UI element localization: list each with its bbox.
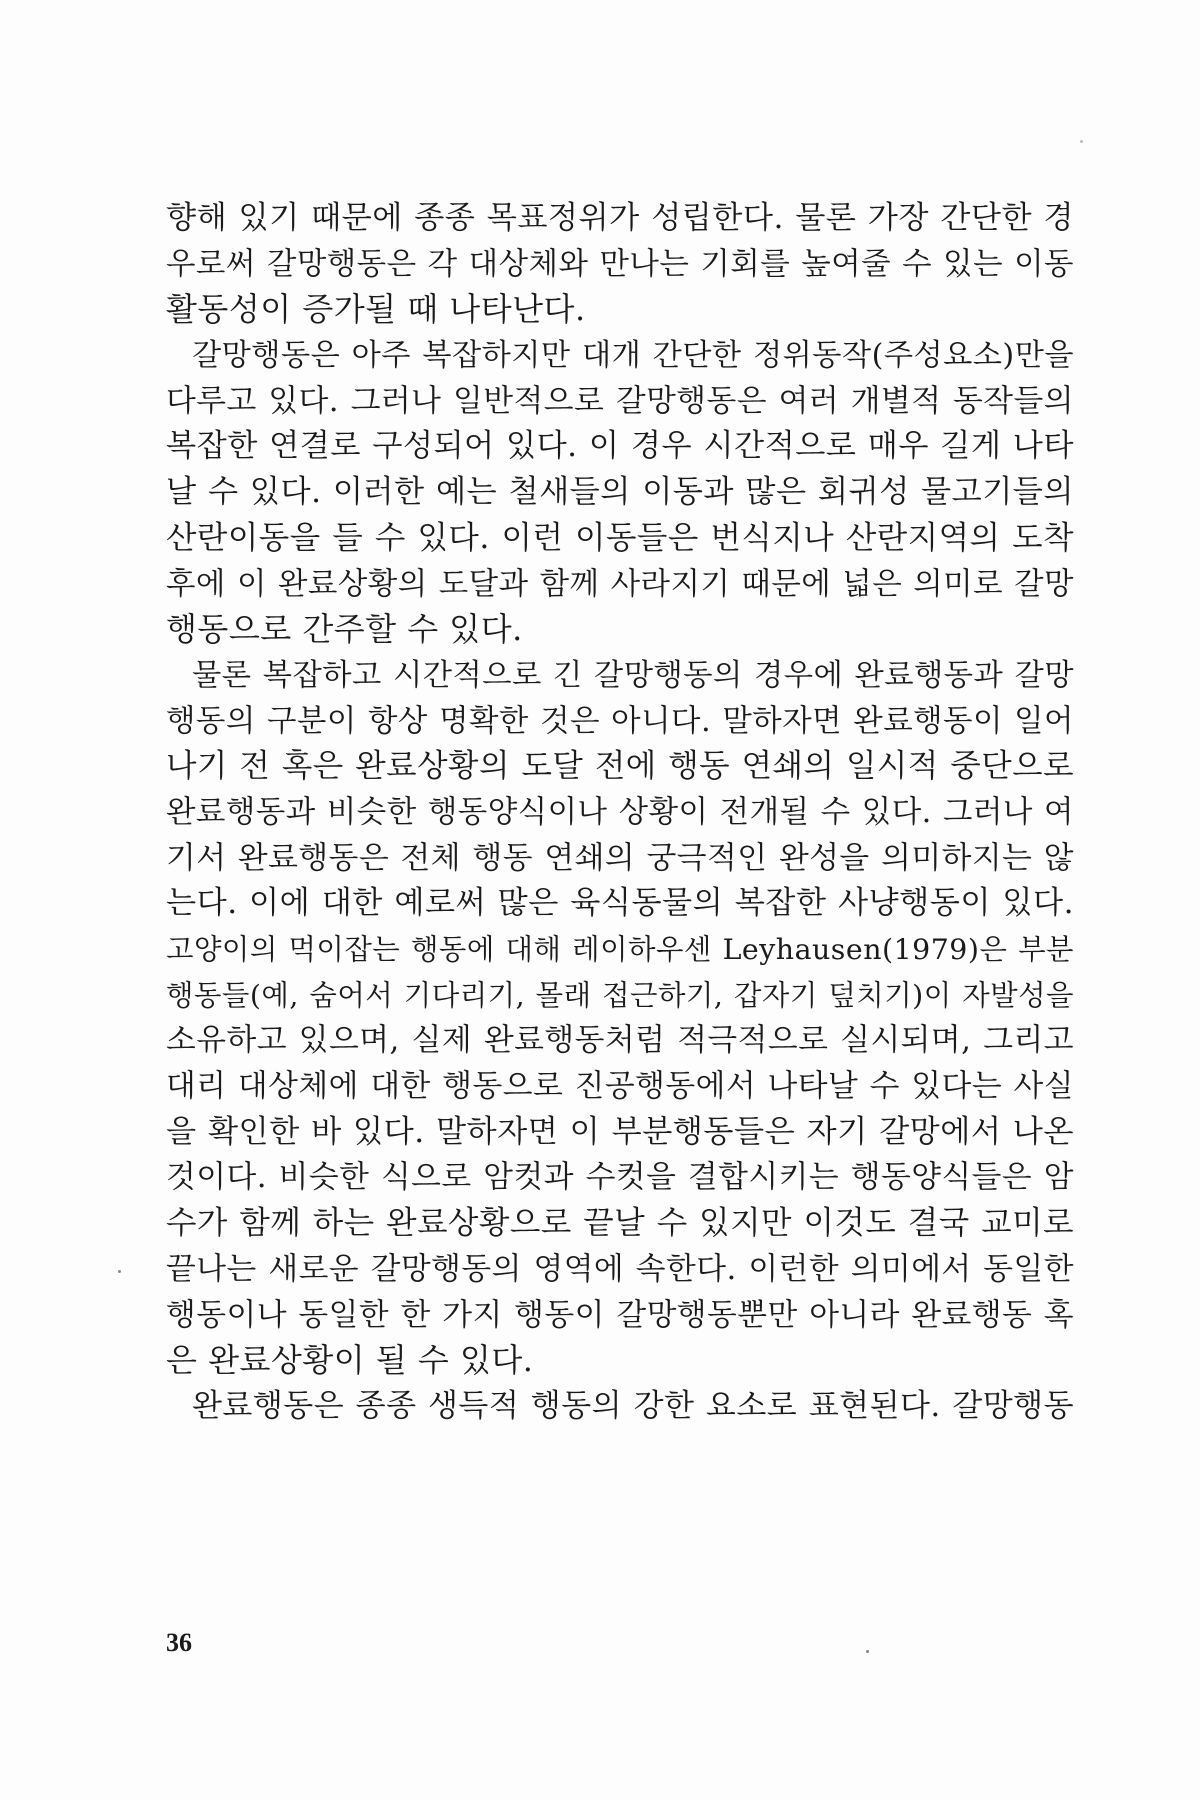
body-text — [166, 196, 1074, 1430]
text-line: 소유하고 있으며, 실제 완료행동처럼 적극적으로 실시되며, 그리고 — [166, 1022, 1074, 1059]
paragraph — [166, 1384, 1074, 1430]
page-number: 36 — [166, 1628, 192, 1657]
scan-speck — [118, 1270, 121, 1273]
scan-speck — [1080, 140, 1083, 143]
text-line: 대리 대상체에 대한 행동으로 진공행동에서 나타날 수 있다는 사실 — [166, 1068, 1074, 1105]
paragraph — [166, 653, 1074, 1384]
text-line: 산란이동을 들 수 있다. 이런 이동들은 번식지나 산란지역의 도착 — [166, 519, 1074, 556]
text-line: 우로써 갈망행동은 각 대상체와 만나는 기회를 높여줄 수 있는 이동 — [166, 246, 1074, 282]
paragraph — [166, 196, 1074, 333]
text-line: 수가 함께 하는 완료상황으로 끝날 수 있지만 이것도 결국 교미로 — [166, 1205, 1074, 1242]
text-line: 고양이의 먹이잡는 행동에 대해 레이하우센 Leyhausen(1979)은 부분 — [166, 933, 1074, 966]
text-line: 기서 완료행동은 전체 행동 연쇄의 궁극적인 완성을 의미하지는 않 — [166, 839, 1074, 876]
text-line: 물론 복잡하고 시간적으로 긴 갈망행동의 경우에 완료행동과 갈망 — [192, 657, 1074, 693]
text-line: 활동성이 증가될 때 나타난다. — [166, 290, 586, 329]
text-line: 행동들(예, 숨어서 기다리기, 몰래 접근하기, 갑자기 덮치기)이 자발성을 — [166, 978, 1074, 1012]
scan-speck — [866, 1650, 869, 1653]
text-line: 날 수 있다. 이러한 예는 철새들의 이동과 많은 회귀성 물고기들의 — [166, 474, 1074, 511]
text-line: 것이다. 비슷한 식으로 암컷과 수컷을 결합시키는 행동양식들은 암 — [166, 1159, 1074, 1196]
text-line: 는다. 이에 대한 예로써 많은 육식동물의 복잡한 사냥행동이 있다. — [166, 885, 1074, 922]
text-line: 은 완료상황이 될 수 있다. — [166, 1341, 534, 1380]
text-line: 완료행동은 종종 생득적 행동의 강한 요소로 표현된다. 갈망행동 — [192, 1387, 1074, 1424]
text-line: 복잡한 연결로 구성되어 있다. 이 경우 시간적으로 매우 길게 나타 — [166, 428, 1074, 465]
text-line: 나기 전 혹은 완료상황의 도달 전에 행동 연쇄의 일시적 중단으로 — [166, 748, 1074, 785]
paragraph — [166, 333, 1074, 653]
text-line: 행동의 구분이 항상 명확한 것은 아니다. 말하자면 완료행동이 일어 — [166, 703, 1074, 739]
text-line: 을 확인한 바 있다. 말하자면 이 부분행동들은 자기 갈망에서 나온 — [166, 1113, 1074, 1150]
text-line: 끝나는 새로운 갈망행동의 영역에 속한다. 이런한 의미에서 동일한 — [166, 1250, 1074, 1287]
text-line: 다루고 있다. 그러나 일반적으로 갈망행동은 여러 개별적 동작들의 — [166, 382, 1074, 419]
text-line: 후에 이 완료상황의 도달과 함께 사라지기 때문에 넓은 의미로 갈망 — [166, 566, 1074, 602]
text-line: 행동으로 간주할 수 있다. — [166, 610, 523, 649]
text-line: 향해 있기 때문에 종종 목표정위가 성립한다. 물론 가장 간단한 경 — [166, 200, 1074, 236]
text-line: 행동이나 동일한 한 가지 행동이 갈망행동뿐만 아니라 완료행동 혹 — [166, 1296, 1074, 1333]
text-line: 완료행동과 비슷한 행동양식이나 상황이 전개될 수 있다. 그러나 여 — [166, 794, 1074, 830]
text-line: 갈망행동은 아주 복잡하지만 대개 간단한 정위동작(주성요소)만을 — [192, 338, 1074, 374]
